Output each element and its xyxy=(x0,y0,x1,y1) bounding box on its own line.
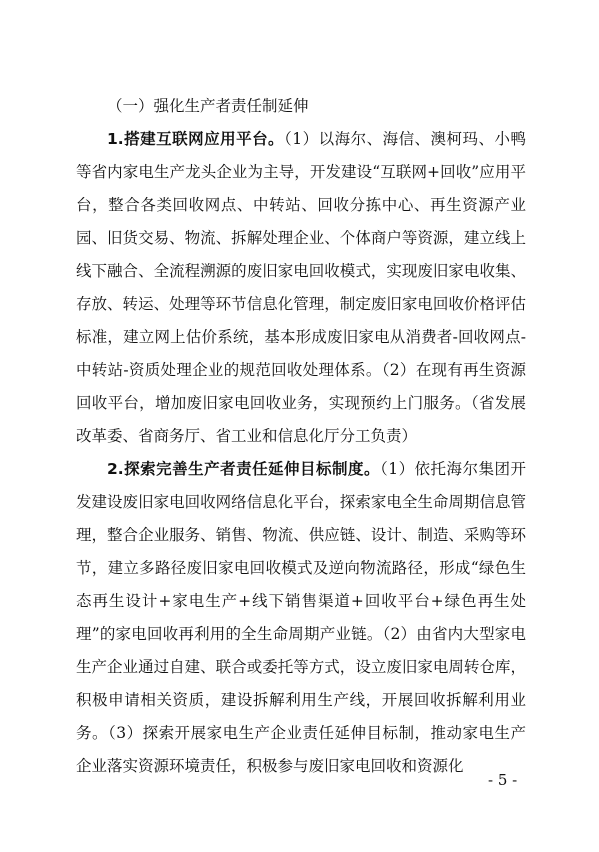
paragraph-1 xyxy=(76,123,526,453)
page-number: - 5 - xyxy=(488,771,518,789)
paragraph-1-body: （1）以海尔、海信、澳柯玛、小鸭等省内家电生产龙头企业为主导，开发建设“互联网+回收”应用平台，整合各类回收网点、中转站、回收分拣中心、再生资源产业园、旧货交易、物流、拆解处理企业、个体商户等资源，建立线上线下融合、全流程溯源的废旧家电回收模式，实现废旧家电收集、存放、转运、处理等环节信息化管理，制定废旧家电回收价格评估标准，建立网上估价系统，基本形成废旧家电从消费者-回收网点-中转站-资质处理企业的规范回收处理体系。（2）在现有再生资源回收平台，增加废旧家电回收业务，实现预约上门服务。（省发展改革委、省商务厅、省工业和信息化厅分工负责） xyxy=(76,130,526,445)
paragraph-2 xyxy=(76,453,526,783)
section-heading: （一）强化生产者责任制延伸 xyxy=(107,97,309,115)
document-page xyxy=(76,90,526,783)
paragraph-2-lead: 2.探索完善生产者责任延伸目标制度。 xyxy=(107,460,380,478)
paragraph-2-body: （1）依托海尔集团开发建设废旧家电回收网络信息化平台，探索家电全生命周期信息管理，整合企业服务、销售、物流、供应链、设计、制造、采购等环节，建立多路径废旧家电回收模式及逆向物流路径，形成“绿色生态再生设计+家电生产+线下销售渠道+回收平台+绿色再生处理”的家电回收再利用的全生命周期产业链。（2）由省内大型家电生产企业通过自建、联合或委托等方式，设立废旧家电周转仓库，积极申请相关资质，建设拆解利用生产线，开展回收拆解利用业务。（3）探索开展家电生产企业责任延伸目标制，推动家电生产企业落实资源环境责任，积极参与废旧家电回收和资源化 xyxy=(76,460,526,775)
paragraph-1-lead: 1.搭建互联网应用平台。 xyxy=(107,130,285,148)
